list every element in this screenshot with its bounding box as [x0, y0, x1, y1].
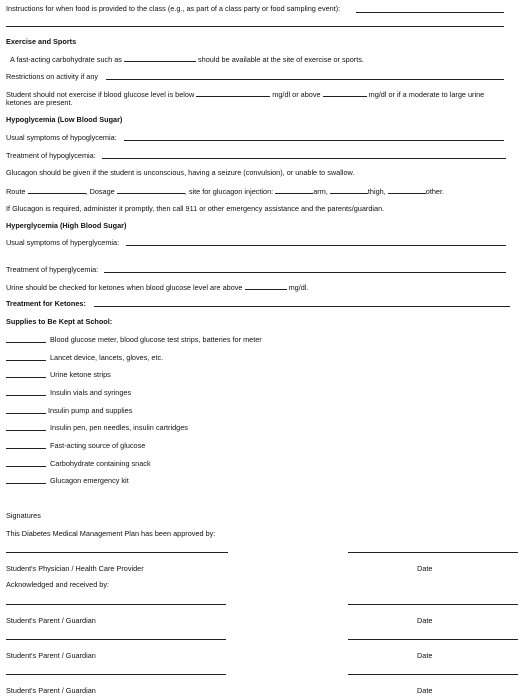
- parent-date-line-1[interactable]: [348, 604, 518, 605]
- supply-item: Fast-acting source of glucose: [50, 441, 146, 450]
- supply-item: Urine ketone strips: [50, 370, 111, 379]
- supply-check-8[interactable]: [6, 466, 46, 467]
- parent-date-label-2: Date: [417, 651, 433, 660]
- hyper-treatment-label: Treatment of hyperglycemia:: [6, 265, 99, 274]
- supply-item: Insulin pump and supplies: [48, 406, 133, 415]
- carb-field[interactable]: [124, 54, 196, 62]
- parent-date-label-3: Date: [417, 686, 433, 695]
- carb-post-text: should be available at the site of exercise or sports.: [198, 55, 364, 64]
- supply-item: Lancet device, lancets, gloves, etc.: [50, 353, 164, 362]
- food-instructions-label: Instructions for when food is provided to the class (e.g., as part of a class party or food sampling event):: [6, 4, 341, 13]
- physician-signature-line[interactable]: [6, 552, 228, 553]
- parent-label-1: Student's Parent / Guardian: [6, 616, 96, 625]
- supply-item: Insulin pen, pen needles, insulin cartridges: [50, 423, 188, 432]
- urine-post-text: mg/dl.: [288, 283, 309, 292]
- urine-row: [6, 282, 308, 292]
- urine-threshold-field[interactable]: [245, 282, 287, 290]
- parent-label-2: Student's Parent / Guardian: [6, 651, 96, 660]
- food-instructions-field-1[interactable]: [356, 12, 504, 13]
- supply-check-6[interactable]: [6, 430, 46, 431]
- no-exercise-row: [6, 89, 484, 99]
- carb-row: [10, 54, 364, 64]
- hyper-heading: Hyperglycemia (High Blood Sugar): [6, 221, 127, 230]
- supply-item: Glucagon emergency kit: [50, 476, 129, 485]
- restrictions-field[interactable]: [106, 79, 504, 80]
- physician-label: Student's Physician / Health Care Provider: [6, 564, 144, 573]
- supply-check-5[interactable]: [6, 413, 46, 414]
- hypo-heading: Hypoglycemia (Low Blood Sugar): [6, 115, 123, 124]
- supply-check-1[interactable]: [6, 342, 46, 343]
- food-instructions-field-2[interactable]: [6, 26, 504, 27]
- bg-above-field[interactable]: [323, 89, 367, 97]
- supply-item: Insulin vials and syringes: [50, 388, 132, 397]
- thigh-label: thigh,: [367, 187, 386, 196]
- no-exercise-text-3: mg/dl or if a moderate to large urine: [368, 90, 485, 99]
- supply-check-3[interactable]: [6, 377, 46, 378]
- site-label: , site for glucagon injection:: [184, 187, 274, 196]
- route-row: [6, 186, 444, 196]
- supplies-heading: Supplies to Be Kept at School:: [6, 317, 113, 326]
- supply-item: Carbohydrate containing snack: [50, 459, 151, 468]
- parent-signature-line-3[interactable]: [6, 674, 226, 675]
- no-exercise-text-4: ketones are present.: [6, 98, 73, 107]
- supply-check-7[interactable]: [6, 448, 46, 449]
- parent-signature-line-1[interactable]: [6, 604, 226, 605]
- thigh-field[interactable]: [330, 186, 368, 194]
- supply-item: Blood glucose meter, blood glucose test strips, batteries for meter: [50, 335, 262, 344]
- dosage-label: , Dosage: [85, 187, 115, 196]
- route-field[interactable]: [28, 186, 86, 194]
- restrictions-label: Restrictions on activity if any: [6, 72, 99, 81]
- supply-check-4[interactable]: [6, 395, 46, 396]
- physician-date-line[interactable]: [348, 552, 518, 553]
- glucagon-emergency: If Glucagon is required, administer it promptly, then call 911 or other emergency assistance and the parents/guardian.: [6, 204, 385, 213]
- route-label: Route: [6, 187, 26, 196]
- arm-field[interactable]: [275, 186, 313, 194]
- parent-date-line-2[interactable]: [348, 639, 518, 640]
- glucagon-note: Glucagon should be given if the student is unconscious, having a seizure (convulsion), or unable to swallow.: [6, 168, 355, 177]
- exercise-heading: Exercise and Sports: [6, 37, 77, 46]
- bg-below-field[interactable]: [196, 89, 270, 97]
- other-label: other.: [425, 187, 445, 196]
- dosage-field[interactable]: [117, 186, 185, 194]
- hyper-treatment-field[interactable]: [104, 272, 506, 273]
- parent-date-line-3[interactable]: [348, 674, 518, 675]
- hyper-symptoms-field[interactable]: [126, 245, 506, 246]
- no-exercise-text-1: Student should not exercise if blood glucose level is below: [6, 90, 195, 99]
- hypo-symptoms-field[interactable]: [124, 140, 504, 141]
- hypo-treatment-field[interactable]: [102, 158, 506, 159]
- ketones-field[interactable]: [94, 306, 510, 307]
- urine-pre-text: Urine should be checked for ketones when blood glucose level are above: [6, 283, 243, 292]
- carb-pre-text: A fast-acting carbohydrate such as: [10, 55, 122, 64]
- parent-date-label-1: Date: [417, 616, 433, 625]
- arm-label: arm,: [313, 187, 328, 196]
- supply-check-9[interactable]: [6, 483, 46, 484]
- physician-date-label: Date: [417, 564, 433, 573]
- ketones-label: Treatment for Ketones:: [6, 299, 86, 308]
- approved-text: This Diabetes Medical Management Plan has been approved by:: [6, 529, 216, 538]
- hypo-symptoms-label: Usual symptoms of hypoglycemia:: [6, 133, 117, 142]
- parent-signature-line-2[interactable]: [6, 639, 226, 640]
- parent-label-3: Student's Parent / Guardian: [6, 686, 96, 695]
- hypo-treatment-label: Treatment of hypoglycemia:: [6, 151, 96, 160]
- acknowledged-text: Acknowledged and received by:: [6, 580, 110, 589]
- hyper-symptoms-label: Usual symptoms of hyperglycemia:: [6, 238, 120, 247]
- no-exercise-text-2: mg/dl or above: [272, 90, 321, 99]
- supply-check-2[interactable]: [6, 360, 46, 361]
- other-field[interactable]: [388, 186, 426, 194]
- signatures-heading: Signatures: [6, 511, 41, 520]
